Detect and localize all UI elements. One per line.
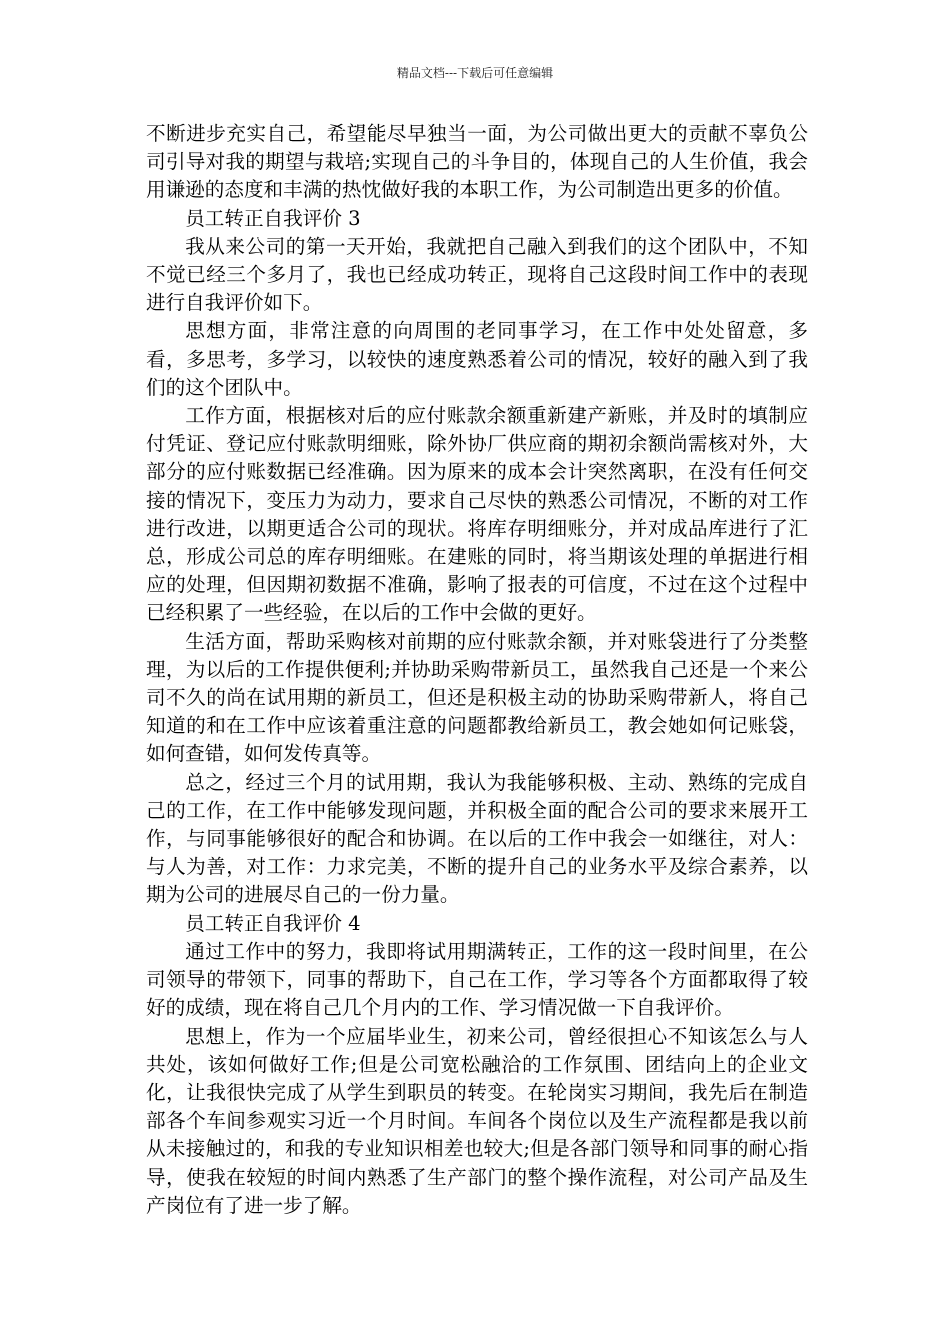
section-heading-3: 员工转正自我评价 3: [185, 206, 361, 230]
paragraph-thought-4: 思想上，作为一个应届毕业生，初来公司，曾经很担心不知该怎么与人共处，该如何做好工作;但是公司宽松融洽的工作氛围、团结向上的企业文化，让我很快完成了从学生到职员的转变。在轮岗实习期间，我先后在制造部各个车间参观实习近一个月时间。车间各个岗位以及生产流程都是我以前从未接触过的，和我的专业知识相差也较大;但是各部门领导和同事的耐心指导，使我在较短的时间内熟悉了生产部门的整个操作流程，对公司产品及生产岗位有了进一步了解。: [146, 1024, 808, 1217]
paragraph-intro-3: 我从来公司的第一天开始，我就把自己融入到我们的这个团队中，不知不觉已经三个多月了，我也已经成功转正，现将自己这段时间工作中的表现进行自我评价如下。: [146, 234, 808, 315]
paragraph-work-3: 工作方面，根据核对后的应付账款余额重新建产新账，并及时的填制应付凭证、登记应付账款明细账，除外协厂供应商的期初余额尚需核对外，大部分的应付账数据已经准确。因为原来的成本会计突然离职，在没有任何交接的情况下，变压力为动力，要求自己尽快的熟悉公司情况，不断的对工作进行改进，以期更适合公司的现状。将库存明细账分，并对成品库进行了汇总，形成公司总的库存明细账。在建账的同时，将当期该处理的单据进行相应的处理，但因期初数据不准确，影响了报表的可信度，不过在这个过程中已经积累了一些经验，在以后的工作中会做的更好。: [146, 404, 808, 625]
document-body: [146, 120, 808, 1220]
paragraph-life-3: 生活方面，帮助采购核对前期的应付账款余额，并对账袋进行了分类整理，为以后的工作提供便利;并协助采购带新员工，虽然我自己还是一个来公司不久的尚在试用期的新员工，但还是积极主动的协助采购带新人，将自己知道的和在工作中应该着重注意的问题都教给新员工，教会她如何记账袋，如何查错，如何发传真等。: [146, 629, 808, 766]
page-header: 精品文档---下载后可任意编辑: [396, 66, 554, 80]
paragraph-summary-3: 总之，经过三个月的试用期，我认为我能够积极、主动、熟练的完成自己的工作，在工作中能够发现问题，并积极全面的配合公司的要求来展开工作，与同事能够很好的配合和协调。在以后的工作中我会一如继往，对人：与人为善，对工作：力求完美，不断的提升自己的业务水平及综合素养，以期为公司的进展尽自己的一份力量。: [146, 770, 808, 907]
paragraph-intro-4: 通过工作中的努力，我即将试用期满转正，工作的这一段时间里，在公司领导的带领下，同事的帮助下，自己在工作，学习等各个方面都取得了较好的成绩，现在将自己几个月内的工作、学习情况做一下自我评价。: [146, 939, 808, 1020]
paragraph-continuation: 不断进步充实自己，希望能尽早独当一面，为公司做出更大的贡献不辜负公司引导对我的期望与栽培;实现自己的斗争目的，体现自己的人生价值，我会用谦逊的态度和丰满的热忱做好我的本职工作，为公司制造出更多的价值。: [146, 122, 808, 202]
section-heading-4: 员工转正自我评价 4: [185, 911, 361, 935]
paragraph-thought-3: 思想方面，非常注意的向周围的老同事学习，在工作中处处留意，多看，多思考，多学习，以较快的速度熟悉着公司的情况，较好的融入到了我们的这个团队中。: [146, 319, 808, 399]
